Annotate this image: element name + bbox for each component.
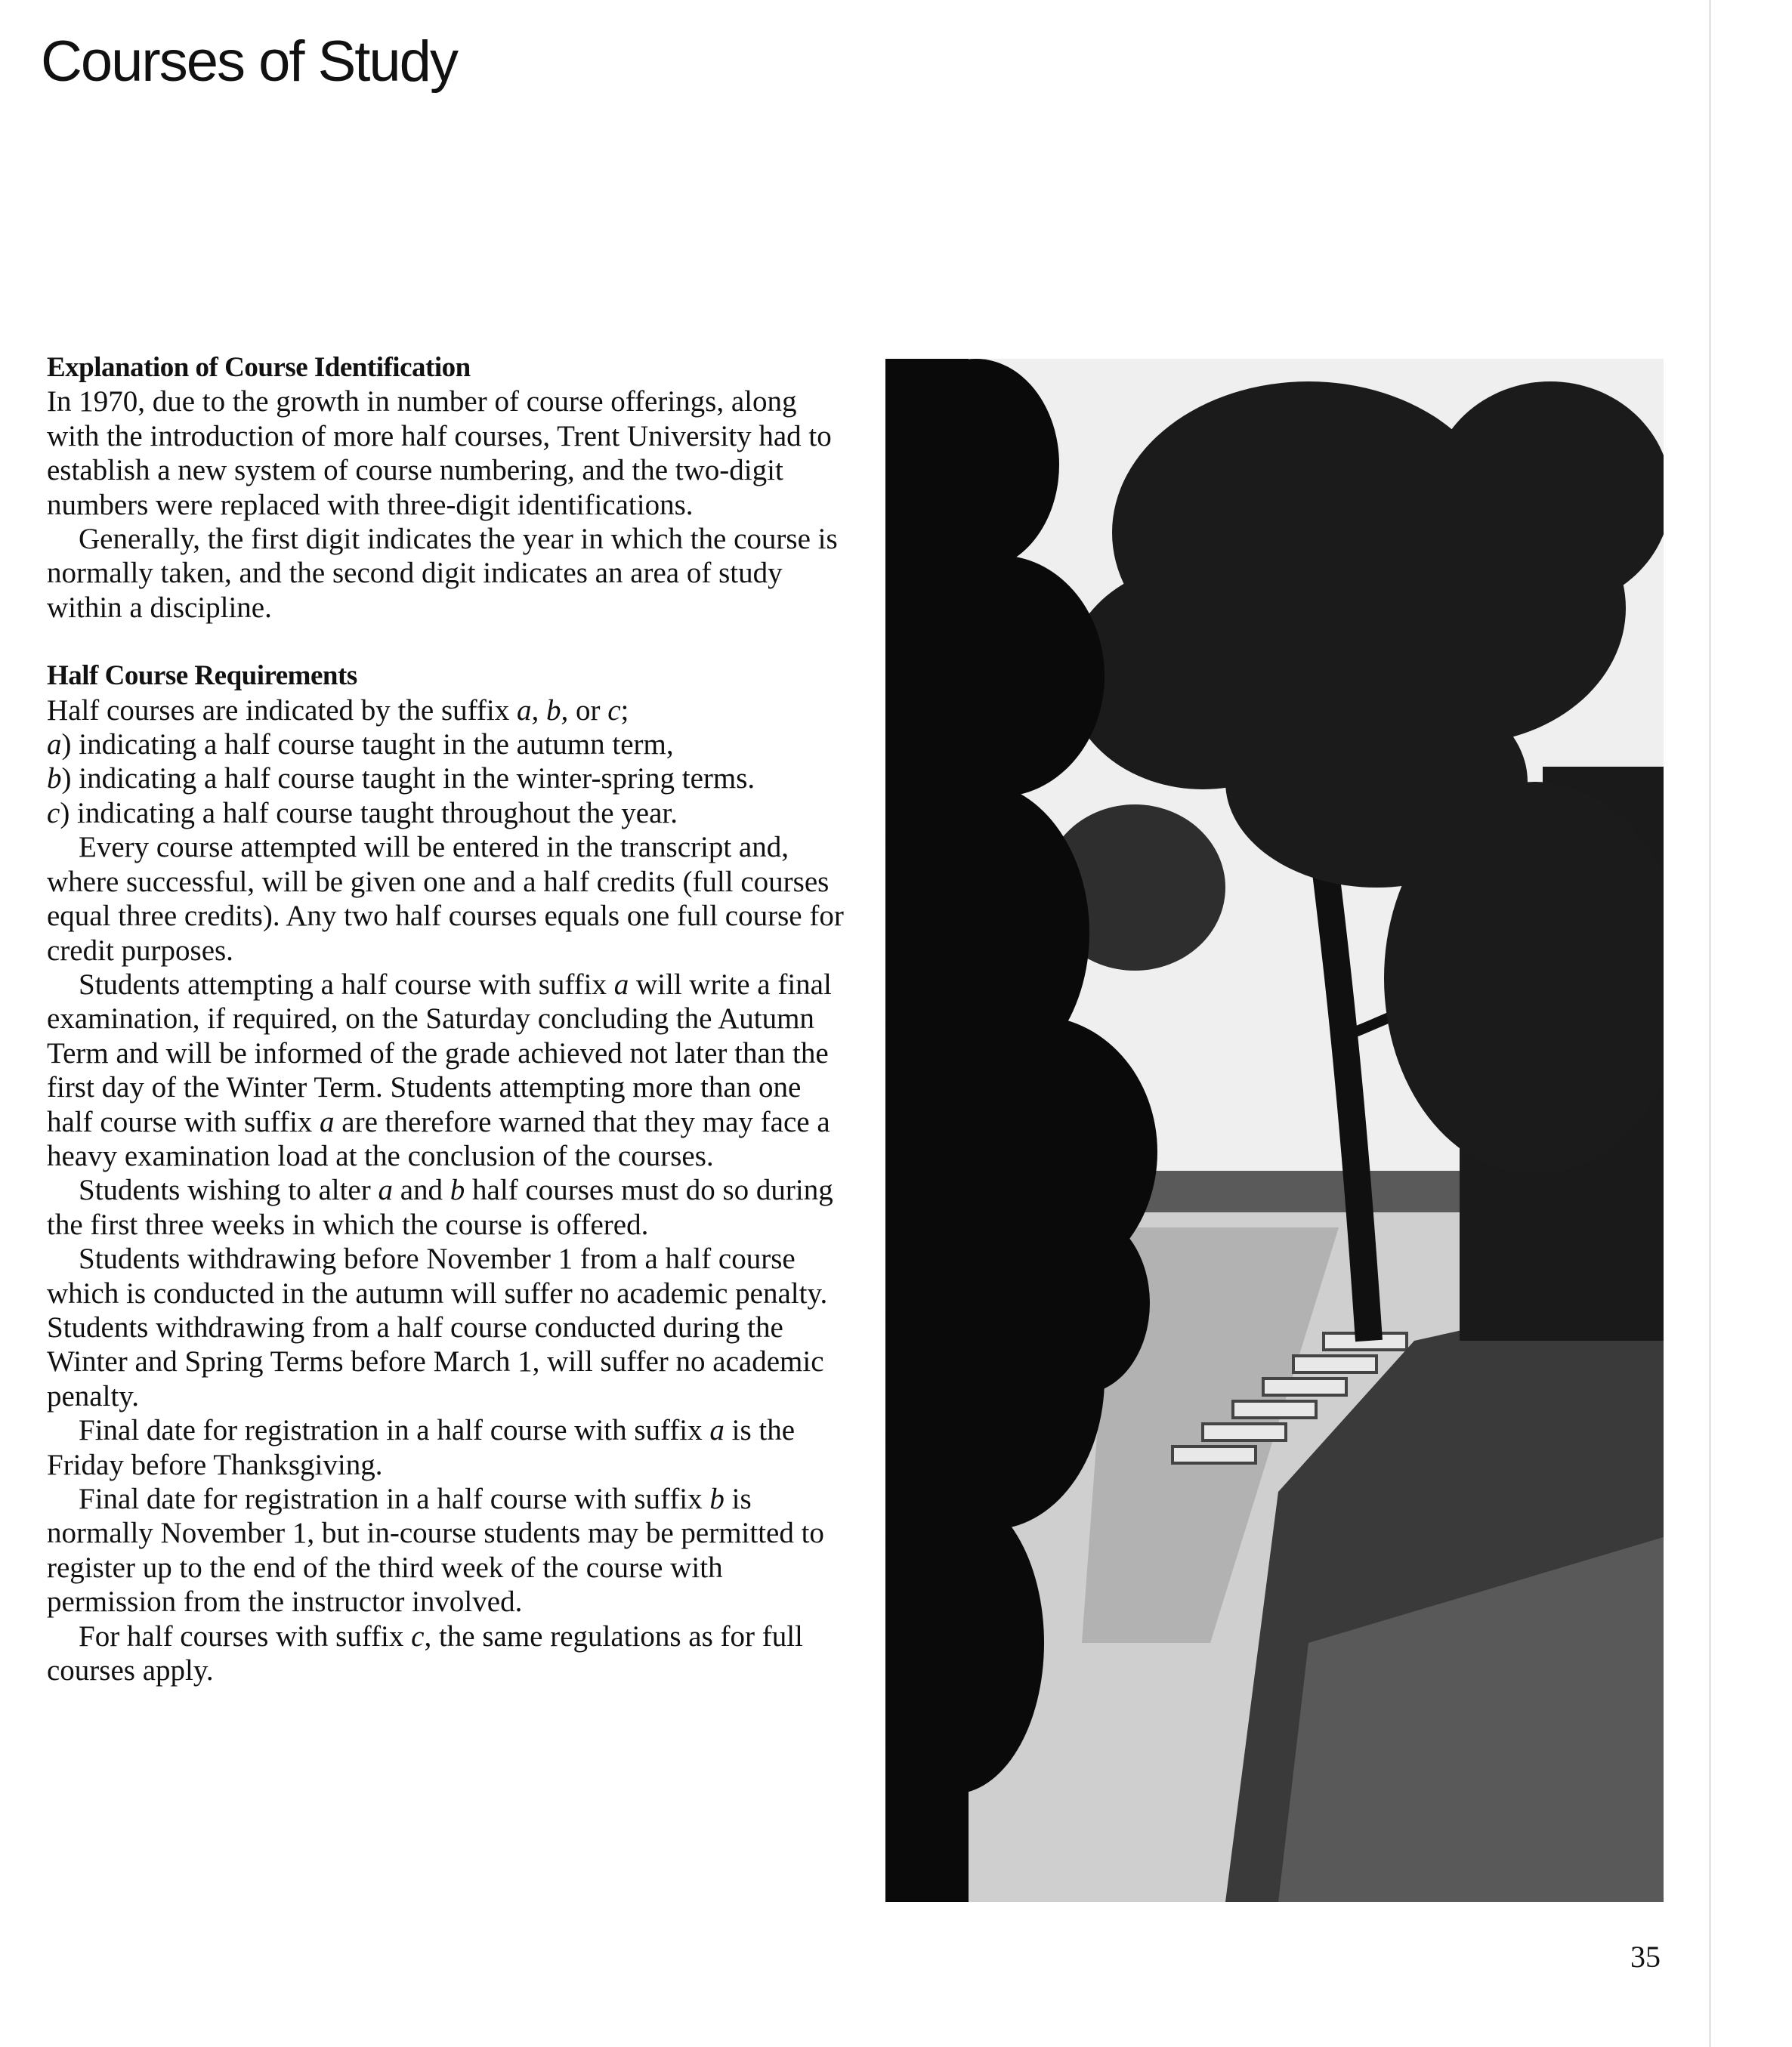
italic-text: b [450, 1174, 465, 1207]
section-heading: Explanation of Course Identification [47, 352, 471, 383]
photo-illustration [885, 359, 1664, 1902]
paragraph [47, 796, 848, 830]
text-run: For half courses with suffix [79, 1619, 412, 1653]
italic-text: b [709, 1483, 725, 1515]
paragraph [47, 522, 848, 625]
text-run: is normally November 1, but in-course students may be permitted to register up to the end of the third week of the course with permission from the instructor involved. [47, 1483, 824, 1619]
section [47, 350, 848, 625]
text-column [47, 350, 848, 1687]
italic-text: a [320, 1105, 335, 1138]
italic-text: b [47, 762, 62, 795]
text-run: Students wishing to alter [79, 1174, 378, 1207]
paragraph [47, 727, 848, 761]
text-run: or [568, 693, 608, 727]
paragraph [47, 1173, 848, 1242]
text-run: ; [620, 693, 629, 727]
text-run: Half courses are indicated by the suffix [47, 693, 517, 727]
italic-text: c [47, 796, 60, 829]
text-run: ) indicating a half course taught in the winter-spring terms. [61, 762, 755, 795]
text-run: Students attempting a half course with suffix [79, 968, 614, 1001]
italic-text: a, b, [516, 693, 569, 727]
italic-text: a [47, 728, 62, 761]
italic-text: c [607, 693, 621, 727]
text-run: Every course attempted will be entered in the transcript and, where successful, will be given one and a half credits (full courses equal three credits). Any two half courses equals one full course for credit purposes. [47, 831, 844, 967]
paragraph [47, 1619, 848, 1688]
page-title: Courses of Study [41, 29, 457, 94]
text-run: Students withdrawing before November 1 from a half course which is conducted in the autumn will suffer no academic penalty. Students withdrawing from a half course conducted during the Winter and Spring Terms before March 1, will suffer no academic penalty. [47, 1243, 828, 1413]
section [47, 659, 848, 1687]
italic-text: a [378, 1174, 393, 1207]
text-run: ) indicating a half course taught throughout the year. [60, 796, 678, 829]
photo [885, 359, 1664, 1902]
text-run: half courses must do so during the first three weeks in which the course is offered. [47, 1174, 833, 1241]
text-run: will write a final examination, if required, on the Saturday concluding the Autumn Term and will be informed of the grade achieved not later than the first day of the Winter Term. Students attempting more than one half course with suffix [47, 968, 832, 1138]
text-run: Final date for registration in a half course with suffix [79, 1483, 710, 1515]
section-heading: Half Course Requirements [47, 660, 357, 692]
text-run: Generally, the first digit indicates the year in which the course is normally taken, and the second digit indicates an area of study within a discipline. [47, 523, 838, 624]
page-edge [1709, 0, 1711, 2047]
text-run: Final date for registration in a half course with suffix [79, 1414, 710, 1447]
text-run: is the Friday before Thanksgiving. [47, 1414, 796, 1481]
paragraph [47, 384, 848, 522]
text-run: are therefore warned that they may face a heavy examination load at the conclusion of the courses. [47, 1105, 830, 1172]
text-run: ) indicating a half course taught in the autumn term, [61, 728, 674, 761]
paragraph [47, 1242, 848, 1413]
italic-text: c [411, 1619, 425, 1653]
text-run: and [392, 1174, 450, 1207]
paragraph [47, 1482, 848, 1619]
italic-text: a [613, 968, 629, 1001]
paragraph [47, 1413, 848, 1482]
text-run: In 1970, due to the growth in number of course offerings, along with the introduction of more half courses, Trent University had to establish a new system of course numbering, and the two-digit numbers were replaced with three-digit identifications. [47, 385, 832, 521]
paragraph [47, 830, 848, 968]
page-number: 35 [1630, 1940, 1661, 1974]
paragraph [47, 968, 848, 1173]
paragraph [47, 761, 848, 795]
paragraph [47, 693, 848, 727]
italic-text: a [709, 1414, 725, 1447]
text-run: , the same regulations as for full courses apply. [47, 1619, 803, 1687]
